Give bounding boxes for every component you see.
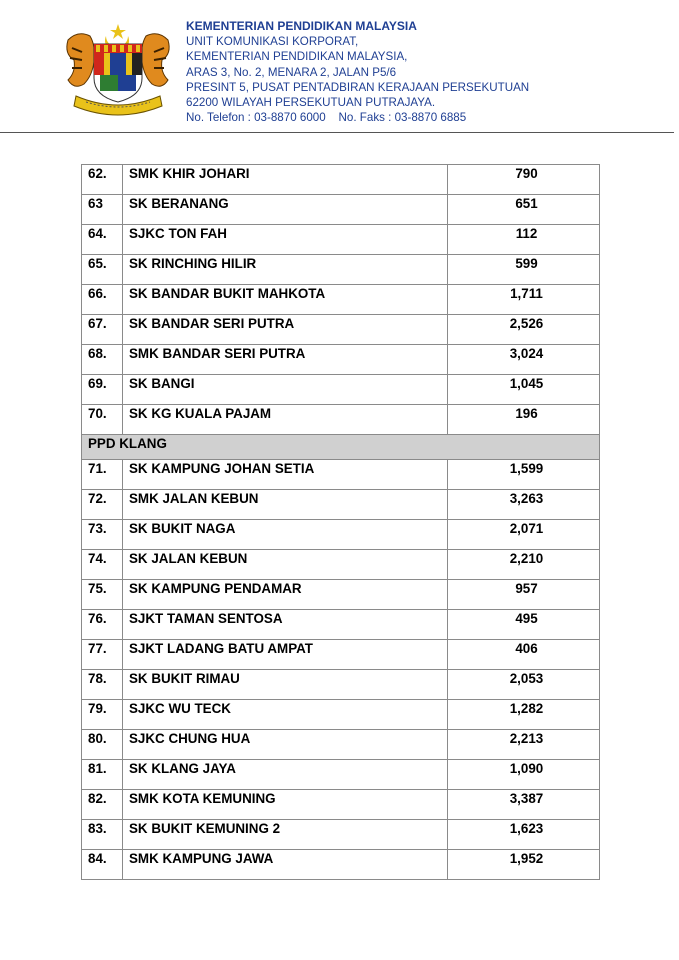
table-row [82, 345, 600, 375]
contact-line: No. Telefon : 03-8870 6000 No. Faks : 03-8870 6885 [186, 111, 467, 125]
school-name: SK BANDAR SERI PUTRA [123, 315, 448, 345]
table-row [82, 610, 600, 640]
row-number: 81. [82, 760, 123, 790]
table-row [82, 375, 600, 405]
table-row [82, 255, 600, 285]
row-number: 62. [82, 165, 123, 195]
school-table [81, 164, 600, 880]
row-number: 67. [82, 315, 123, 345]
row-number: 64. [82, 225, 123, 255]
school-value: 3,024 [448, 345, 600, 375]
table-row [82, 285, 600, 315]
ministry-line: KEMENTERIAN PENDIDIKAN MALAYSIA, [186, 50, 408, 64]
school-name: SMK JALAN KEBUN [123, 490, 448, 520]
section-label: PPD KLANG [82, 435, 600, 460]
table-row [82, 405, 600, 435]
row-number: 73. [82, 520, 123, 550]
school-value: 1,599 [448, 460, 600, 490]
school-name: SMK KOTA KEMUNING [123, 790, 448, 820]
table-row [82, 730, 600, 760]
school-name: SK RINCHING HILIR [123, 255, 448, 285]
school-value: 3,387 [448, 790, 600, 820]
school-value: 2,526 [448, 315, 600, 345]
school-value: 651 [448, 195, 600, 225]
school-value: 406 [448, 640, 600, 670]
school-name: SK BUKIT NAGA [123, 520, 448, 550]
row-number: 68. [82, 345, 123, 375]
school-value: 196 [448, 405, 600, 435]
school-value: 1,711 [448, 285, 600, 315]
school-table-body [82, 165, 600, 880]
school-name: SJKC WU TECK [123, 700, 448, 730]
school-name: SK KG KUALA PAJAM [123, 405, 448, 435]
row-number: 79. [82, 700, 123, 730]
school-name: SK KAMPUNG PENDAMAR [123, 580, 448, 610]
address-line-2: PRESINT 5, PUSAT PENTADBIRAN KERAJAAN PERSEKUTUAN [186, 80, 530, 94]
table-row [82, 820, 600, 850]
school-name: SK BUKIT RIMAU [123, 670, 448, 700]
school-value: 1,090 [448, 760, 600, 790]
school-name: SMK KAMPUNG JAWA [123, 850, 448, 880]
table-row [82, 640, 600, 670]
table-row [82, 225, 600, 255]
address-line-1: ARAS 3, No. 2, MENARA 2, JALAN P5/6 [186, 65, 397, 79]
school-value: 2,053 [448, 670, 600, 700]
school-name: SK BERANANG [123, 195, 448, 225]
school-value: 2,210 [448, 550, 600, 580]
header-divider [0, 132, 674, 133]
malaysia-coat-of-arms-icon [62, 22, 174, 116]
row-number: 78. [82, 670, 123, 700]
school-value: 2,071 [448, 520, 600, 550]
letterhead-text [186, 19, 529, 125]
school-name: SK JALAN KEBUN [123, 550, 448, 580]
school-value: 1,623 [448, 820, 600, 850]
table-row [82, 670, 600, 700]
table-row [82, 550, 600, 580]
school-value: 599 [448, 255, 600, 285]
school-name: SJKT TAMAN SENTOSA [123, 610, 448, 640]
row-number: 77. [82, 640, 123, 670]
school-value: 112 [448, 225, 600, 255]
table-row [82, 195, 600, 225]
table-row [82, 790, 600, 820]
school-name: SK KAMPUNG JOHAN SETIA [123, 460, 448, 490]
school-name: SJKC TON FAH [123, 225, 448, 255]
school-name: SJKT LADANG BATU AMPAT [123, 640, 448, 670]
row-number: 65. [82, 255, 123, 285]
row-number: 70. [82, 405, 123, 435]
row-number: 71. [82, 460, 123, 490]
school-value: 1,282 [448, 700, 600, 730]
school-name: SMK KHIR JOHARI [123, 165, 448, 195]
row-number: 84. [82, 850, 123, 880]
section-row [82, 435, 600, 460]
table-row [82, 700, 600, 730]
school-name: SJKC CHUNG HUA [123, 730, 448, 760]
row-number: 75. [82, 580, 123, 610]
ministry-name: KEMENTERIAN PENDIDIKAN MALAYSIA [186, 19, 417, 33]
school-value: 1,952 [448, 850, 600, 880]
school-value: 790 [448, 165, 600, 195]
school-name: SK BANDAR BUKIT MAHKOTA [123, 285, 448, 315]
school-name: SK BUKIT KEMUNING 2 [123, 820, 448, 850]
address-line-3: 62200 WILAYAH PERSEKUTUAN PUTRAJAYA. [186, 96, 436, 110]
table-row [82, 315, 600, 345]
row-number: 63 [82, 195, 123, 225]
school-value: 3,263 [448, 490, 600, 520]
row-number: 83. [82, 820, 123, 850]
row-number: 80. [82, 730, 123, 760]
row-number: 66. [82, 285, 123, 315]
school-name: SK KLANG JAYA [123, 760, 448, 790]
table-row [82, 490, 600, 520]
unit-name: UNIT KOMUNIKASI KORPORAT, [186, 35, 359, 49]
school-value: 957 [448, 580, 600, 610]
table-row [82, 520, 600, 550]
table-row [82, 760, 600, 790]
row-number: 74. [82, 550, 123, 580]
table-row [82, 460, 600, 490]
row-number: 82. [82, 790, 123, 820]
school-value: 2,213 [448, 730, 600, 760]
table-row [82, 165, 600, 195]
school-value: 495 [448, 610, 600, 640]
row-number: 69. [82, 375, 123, 405]
letterhead [0, 0, 679, 136]
school-name: SMK BANDAR SERI PUTRA [123, 345, 448, 375]
table-row [82, 850, 600, 880]
row-number: 76. [82, 610, 123, 640]
school-value: 1,045 [448, 375, 600, 405]
row-number: 72. [82, 490, 123, 520]
school-name: SK BANGI [123, 375, 448, 405]
table-row [82, 580, 600, 610]
